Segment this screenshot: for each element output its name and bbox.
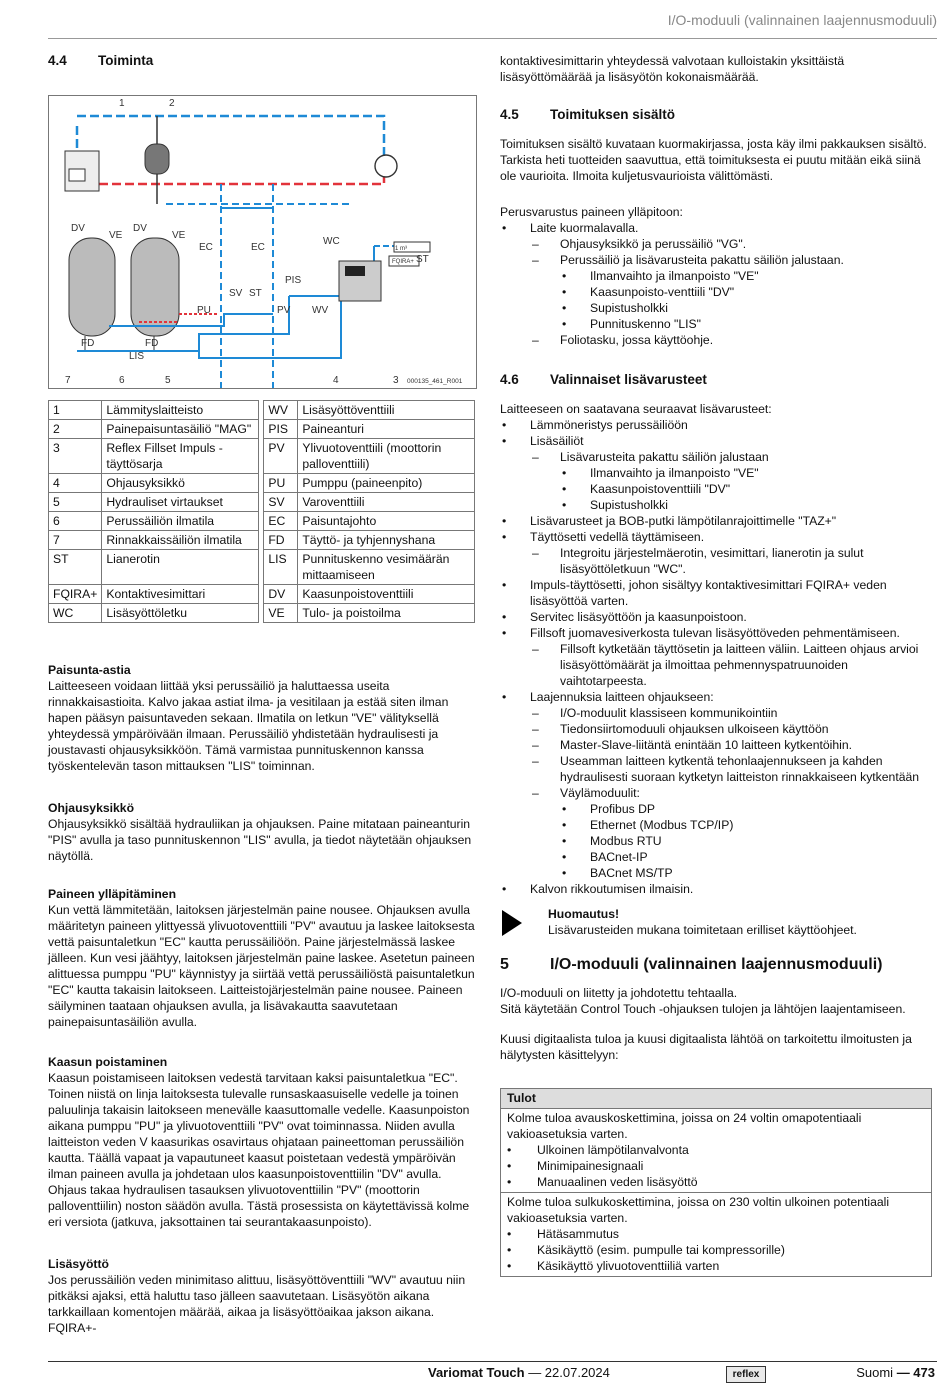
page-footer <box>48 1361 937 1388</box>
legend-value: Hydrauliset virtaukset <box>102 493 259 512</box>
section-4-6 <box>500 372 932 897</box>
legend-row <box>49 420 475 439</box>
paragraph: Kaasun poistamiseen laitoksen vedestä tarvitaan kaksi paisuntaletkua "EC". Toinen niistä on linja laitoksesta tulevalle runsaskaasuiselle vedelle ja toinen paluulinja takaisin laitokseen menevälle kaasuttomalle vedelle. Kaasunpoiston aikana pumppu "PU" ja ylivuotoventtiili "PV" ovat toiminnassa. Niiden avulla laitteiston veden V kaasurikas osavirtaus ohjataan paineettoman perussäiliön kautta. Täällä vapaat ja vapautuneet kaasut poistetaan vedestä ympäröivän ilman paineen avulla ja johdetaan ulos kaasunpoistoventtiilin "DV" avulla. Ohjaus takaa hydraulisen tasauksen ylivuotoventtiilin "PV" (moottorin palloventtiilin) noston säädön avulla. Tästä prosessista on käytettävissä kolme eri versiota (jatkuva, jaksottainen tai seurantakaasunpoisto). <box>48 1071 470 1229</box>
svg-text:000135_461_R001: 000135_461_R001 <box>407 378 463 385</box>
legend-key: DV <box>264 585 298 604</box>
svg-text:DV: DV <box>133 223 147 234</box>
svg-text:PIS: PIS <box>285 275 302 286</box>
list-item: • Käsikäyttö ylivuotoventtiiliä varten <box>507 1258 925 1274</box>
legend-key: 3 <box>49 439 102 474</box>
svg-text:5: 5 <box>165 375 171 386</box>
legend-row <box>49 493 475 512</box>
list-item: – Ohjausyksikkö ja perussäiliö "VG". <box>500 236 932 252</box>
table-cell <box>501 1193 932 1277</box>
legend-value: Ylivuotoventtiili (moottorin palloventtiili) <box>298 439 475 474</box>
section-5 <box>500 957 932 1063</box>
svg-text:EC: EC <box>199 242 213 253</box>
svg-text:FD: FD <box>145 338 159 349</box>
list-item: • Punnituskenno "LIS" <box>500 316 932 332</box>
svg-text:VE: VE <box>172 230 186 241</box>
legend-key: PIS <box>264 420 298 439</box>
continued-text <box>500 53 932 85</box>
list-item: – Master-Slave-liitäntä enintään 10 laitteen kytkentöihin. <box>500 737 932 753</box>
list-item: • Supistusholkki <box>500 300 932 316</box>
list-item: – Tiedonsiirtomoduuli ohjauksen ulkoiseen käyttöön <box>500 721 932 737</box>
paragraph: kontaktivesimittarin yhteydessä valvotaan kulloistakin yksittäistä lisäsyöttömäärää ja lisäsyötön kokonaismäärää. <box>500 54 845 84</box>
legend-key: 5 <box>49 493 102 512</box>
table-cell <box>501 1109 932 1193</box>
footer-doc <box>428 1365 610 1381</box>
svg-text:FD: FD <box>81 338 95 349</box>
legend-key: PV <box>264 439 298 474</box>
doc-date: — 22.07.2024 <box>528 1365 610 1380</box>
list-item: • Manuaalinen veden lisäsyöttö <box>507 1174 925 1190</box>
list-item: • Lisävarusteet ja BOB-putki lämpötilanrajoittimelle "TAZ+" <box>500 513 932 529</box>
list-item: • Käsikäyttö (esim. pumpulle tai kompressorille) <box>507 1242 925 1258</box>
legend-key: ST <box>49 550 102 585</box>
page-num: — 473 <box>896 1365 935 1380</box>
ohjaus-block <box>48 800 475 864</box>
legend-value: Lisäsyöttöletku <box>102 604 259 623</box>
legend-table <box>48 400 475 623</box>
list-item: • Ilmanvaihto ja ilmanpoisto "VE" <box>500 465 932 481</box>
svg-text:3: 3 <box>393 375 399 386</box>
paineen-block <box>48 886 475 1030</box>
doc-title: Variomat Touch <box>428 1365 525 1380</box>
section-title: I/O-moduuli (valinnainen laajennusmoduuli) <box>550 956 883 973</box>
cell-text: Kolme tuloa avauskoskettimina, joissa on 24 voltin omapotentiaali vakioasetuksia varten. <box>507 1111 862 1141</box>
paragraph: Laitteeseen voidaan liittää yksi perussäiliö ja haluttaessa useita rinnakkaisastioita. Kalvo jakaa astiat ilma- ja vesitilaan ja estää siten ilman hapen pääsyn paisuntaveden sekaan. Ilmatila on letkun "VE" välityksellä yhteydessä ympäröivään ilmaan. Perussäiliö yhdistetään hydraulisesti ja joustavasti ohjausyksikköön. Tämä varmistaa punnituskennon kanssa työskentelevän tason mittauksen "LIS" toiminnan. <box>48 679 449 773</box>
list-item: • Kaasunpoistoventtiili "DV" <box>500 481 932 497</box>
list-item: • Modbus RTU <box>500 833 932 849</box>
legend-value: Lisäsyöttöventtiili <box>298 401 475 420</box>
legend-value: Kaasunpoistoventtiili <box>298 585 475 604</box>
page-header <box>48 6 937 39</box>
svg-text:FQIRA+: FQIRA+ <box>392 259 414 265</box>
legend-key: 1 <box>49 401 102 420</box>
subheading: Lisäsyöttö <box>48 1257 109 1271</box>
tulot-table <box>500 1088 932 1277</box>
subheading: Ohjausyksikkö <box>48 801 135 815</box>
list-item: • Fillsoft juomavesiverkosta tulevan lisäsyöttöveden pehmentämiseen. <box>500 625 932 641</box>
svg-text:DV: DV <box>71 223 85 234</box>
section-4-5 <box>500 107 932 184</box>
svg-text:PV: PV <box>277 305 291 316</box>
svg-text:SV: SV <box>229 288 243 299</box>
paragraph: Ohjausyksikkö sisältää hydrauliikan ja ohjauksen. Paine mitataan paineanturin "PIS" avulla ja taso punnituskennon "LIS" avulla, ja tiedot näytetään ohjauksen näytöllä. <box>48 817 472 863</box>
hydraulic-diagram <box>48 95 477 389</box>
paragraph: Sitä käytetään Control Touch -ohjauksen tulojen ja lähtöjen laajentamiseen. <box>500 1002 906 1016</box>
list-item: – Useamman laitteen kytkentä tehonlaajennukseen ja kahden hydraulisesti suoraan kytketyn laitteiston rinnakkaiseen kytkentään <box>500 753 932 785</box>
arrow-icon <box>502 910 522 936</box>
legend-key: 6 <box>49 512 102 531</box>
list-item: • Hätäsammutus <box>507 1226 925 1242</box>
svg-text:LIS: LIS <box>129 351 145 362</box>
paragraph: Toimituksen sisältö kuvataan kuormakirjassa, josta käy ilmi pakkauksen sisältö. Tarkista heti tuotteiden saavuttua, että toimituksesta ei puutu mitään eikä siinä ole vaurioita. Ilmoita kuljetusvaurioista välittömästi. <box>500 137 927 183</box>
svg-text:ST: ST <box>249 288 262 299</box>
legend-value: Kontaktivesimittari <box>102 585 259 604</box>
list-item: – Integroitu järjestelmäerotin, vesimittari, lianerotin ja sulut lisäsyöttöletkuun "WC". <box>500 545 932 577</box>
list-item: • Impuls-täyttösetti, johon sisältyy kontaktivesimittari FQIRA+ veden lisäsyöttöä varten. <box>500 577 932 609</box>
legend-row <box>49 401 475 420</box>
list-item: • Täyttösetti vedellä täyttämiseen. <box>500 529 932 545</box>
svg-text:ST: ST <box>416 254 429 265</box>
lisavarusteet-list <box>500 417 932 897</box>
legend-value: Lämmityslaitteisto <box>102 401 259 420</box>
legend-value: Reflex Fillset Impuls - täyttösarja <box>102 439 259 474</box>
page-number <box>856 1365 935 1381</box>
list-item: • Laite kuormalavalla. <box>500 220 932 236</box>
svg-text:EC: EC <box>251 242 265 253</box>
list-item: • Ulkoinen lämpötilanvalvonta <box>507 1142 925 1158</box>
svg-text:1: 1 <box>119 98 125 109</box>
subheading: Kaasun poistaminen <box>48 1055 168 1069</box>
list-item: – Foliotasku, jossa käyttöohje. <box>500 332 932 348</box>
legend-value: Tulo- ja poistoilma <box>298 604 475 623</box>
legend-key: 4 <box>49 474 102 493</box>
list-item: • Kalvon rikkoutumisen ilmaisin. <box>500 881 932 897</box>
svg-text:VE: VE <box>109 230 123 241</box>
legend-row <box>49 531 475 550</box>
legend-value: Lianerotin <box>102 550 259 585</box>
list-item: – Perussäiliö ja lisävarusteita pakattu säiliön jalustaan. <box>500 252 932 268</box>
section-title: Toimituksen sisältö <box>550 107 676 122</box>
svg-text:2: 2 <box>169 98 175 109</box>
list-item: • Lämmöneristys perussäiliöön <box>500 417 932 433</box>
section-number: 4.4 <box>48 53 67 68</box>
cell-text: Kolme tuloa sulkukoskettimina, joissa on 230 voltin ulkoinen potentiaali vakioasetuksia varten. <box>507 1195 890 1225</box>
list-item: • Supistusholkki <box>500 497 932 513</box>
paisunta-block <box>48 662 475 774</box>
section-number: 4.5 <box>500 107 519 122</box>
table-header: Tulot <box>501 1089 932 1109</box>
section-title: Valinnaiset lisävarusteet <box>550 372 707 387</box>
list-item: • Ethernet (Modbus TCP/IP) <box>500 817 932 833</box>
legend-value: Paisuntajohto <box>298 512 475 531</box>
paragraph: Jos perussäiliön veden minimitaso alittuu, lisäsyöttöventtiili "WV" avautuu niin pitkäksi ajaksi, että haluttu taso jälleen saavutetaan. Lisäsyötön aikana tarkkaillaan komentojen määrää, aikaa ja lisäsyöttöaikaa jakson aikana. FQIRA+- <box>48 1273 466 1335</box>
legend-value: Ohjausyksikkö <box>102 474 259 493</box>
legend-value: Perussäiliön ilmatila <box>102 512 259 531</box>
svg-text:1 m³: 1 m³ <box>395 246 407 252</box>
list-item: – Lisävarusteita pakattu säiliön jalustaan <box>500 449 932 465</box>
legend-key: 7 <box>49 531 102 550</box>
note-text: Lisävarusteiden mukana toimitetaan erilliset käyttöohjeet. <box>548 923 857 937</box>
svg-text:PU: PU <box>197 305 211 316</box>
paragraph: Kun vettä lämmitetään, laitoksen järjestelmän paine nousee. Ohjauksen avulla määritetyn paineen ylittyessä ylivuotoventtiili "PV" avautuu ja laskee laitoksesta vettä paisuntaletkun "EC" kautta perussäiliöön. Paine järjestelmässä laskee jälleen. Kun vesi jäähtyy, laitoksen järjestelmän paine laskee. Asetetun paineen alittuessa pumppu "PU" käynnistyy ja siirtää vettä perussäiliöstä paisuntaletkun "EC" kautta takaisin laitokseen. Laitteistojärjestelmän paine nousee. Paineen säilyminen taataan ohjauksen avulla, ja lisävakautta saavutetaan painepaisuntasäiliön avulla. <box>48 903 475 1029</box>
legend-value: Painepaisuntasäiliö "MAG" <box>102 420 259 439</box>
list-item: • Profibus DP <box>500 801 932 817</box>
legend-key: EC <box>264 512 298 531</box>
paragraph: Laitteeseen on saatavana seuraavat lisävarusteet: <box>500 402 772 416</box>
list-item: • BACnet-IP <box>500 849 932 865</box>
language: Suomi <box>856 1365 894 1380</box>
list-item: • BACnet MS/TP <box>500 865 932 881</box>
list-item: • Minimipainesignaali <box>507 1158 925 1174</box>
legend-row <box>49 512 475 531</box>
legend-key: LIS <box>264 550 298 585</box>
paragraph: I/O-moduuli on liitetty ja johdotettu tehtaalla. <box>500 986 738 1000</box>
perusvarustus-list <box>500 220 932 348</box>
legend-row <box>49 604 475 623</box>
subheading: Paineen ylläpitäminen <box>48 887 177 901</box>
kaasun-block <box>48 1054 475 1230</box>
note-title: Huomautus! <box>548 907 620 921</box>
reflex-logo: reflex <box>726 1366 766 1383</box>
svg-text:4: 4 <box>333 375 339 386</box>
header-title: I/O-moduuli (valinnainen laajennusmoduuli) <box>667 12 937 28</box>
list-item: – Fillsoft kytketään täyttösetin ja laitteen väliin. Laitteen ohjaus arvioi lisäsyöttömäärät ja ilmoittaa pehmennyspatruunoiden vaihtotarpeesta. <box>500 641 932 689</box>
legend-row <box>49 439 475 474</box>
perusvarustus-block <box>500 204 932 348</box>
paragraph: Kuusi digitaalista tuloa ja kuusi digitaalista lähtöä on tarkoitettu ilmoitusten ja hälytysten käsittelyyn: <box>500 1032 912 1062</box>
legend-value: Paineanturi <box>298 420 475 439</box>
svg-text:WC: WC <box>323 236 340 247</box>
note-box <box>500 906 950 938</box>
legend-row <box>49 550 475 585</box>
svg-text:6: 6 <box>119 375 125 386</box>
list-item: • Ilmanvaihto ja ilmanpoisto "VE" <box>500 268 932 284</box>
section-4-4-heading <box>48 53 475 69</box>
legend-key: VE <box>264 604 298 623</box>
list-item: • Servitec lisäsyöttöön ja kaasunpoistoon. <box>500 609 932 625</box>
svg-text:7: 7 <box>65 375 71 386</box>
section-number: 4.6 <box>500 372 519 387</box>
section-number: 5 <box>500 956 509 973</box>
list-item: – Väylämoduulit: <box>500 785 932 801</box>
legend-value: Pumppu (paineenpito) <box>298 474 475 493</box>
list-item: • Kaasunpoisto-venttiili "DV" <box>500 284 932 300</box>
paragraph: Perusvarustus paineen ylläpitoon: <box>500 205 683 219</box>
legend-row <box>49 474 475 493</box>
list-item: • Laajennuksia laitteen ohjaukseen: <box>500 689 932 705</box>
lisasyotto-block <box>48 1256 475 1336</box>
legend-key: PU <box>264 474 298 493</box>
legend-key: WV <box>264 401 298 420</box>
legend-value: Rinnakkaissäiliön ilmatila <box>102 531 259 550</box>
legend-row <box>49 585 475 604</box>
legend-value: Varoventtiili <box>298 493 475 512</box>
legend-value: Täyttö- ja tyhjennyshana <box>298 531 475 550</box>
legend-key: SV <box>264 493 298 512</box>
legend-key: FD <box>264 531 298 550</box>
subheading: Paisunta-astia <box>48 663 131 677</box>
legend-key: 2 <box>49 420 102 439</box>
legend-key: WC <box>49 604 102 623</box>
list-item: – I/O-moduulit klassiseen kommunikointiin <box>500 705 932 721</box>
list-item: • Lisäsäiliöt <box>500 433 932 449</box>
legend-key: FQIRA+ <box>49 585 102 604</box>
svg-text:WV: WV <box>312 305 329 316</box>
section-title: Toiminta <box>98 53 154 68</box>
legend-value: Punnituskenno vesimäärän mittaamiseen <box>298 550 475 585</box>
